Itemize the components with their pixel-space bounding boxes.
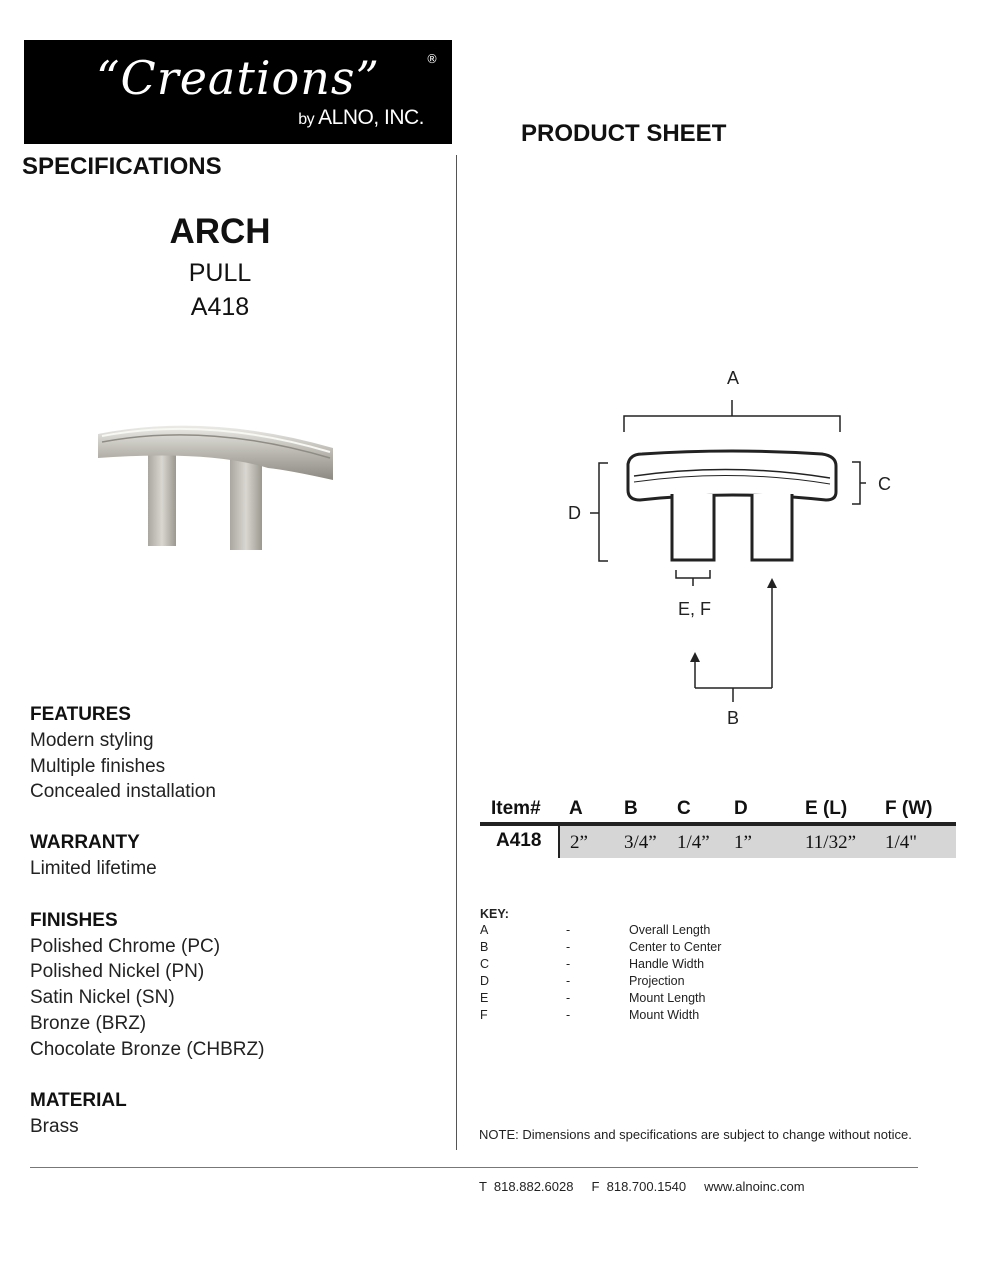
key-desc: Handle Width [629, 957, 705, 971]
material-title: MATERIAL [30, 1090, 127, 1111]
phone-number: T 818.882.6028 [479, 1179, 574, 1194]
product-sheet-heading: PRODUCT SHEET [521, 120, 727, 147]
header-f: F (W) [885, 798, 933, 819]
key-desc: Overall Length [629, 923, 711, 937]
dimensions-header-row [480, 794, 956, 826]
key-letter: C [480, 957, 490, 971]
label-a: A [727, 368, 740, 388]
leg-right [752, 494, 792, 560]
key-dash: - [566, 940, 571, 954]
label-c: C [878, 474, 891, 494]
features-title: FEATURES [30, 704, 131, 725]
logo-company-name: ALNO, INC. [318, 106, 424, 129]
vertical-divider [456, 155, 457, 1150]
arrow-up-left [690, 652, 700, 662]
contact-info [479, 1179, 823, 1194]
product-code: A418 [190, 293, 250, 321]
cell-c: 1/4” [677, 832, 710, 853]
warranty-title: WARRANTY [30, 832, 140, 853]
dimension-diagram [560, 362, 900, 732]
brand-logo [24, 40, 452, 144]
arrow-up-right [767, 578, 777, 588]
label-b: B [727, 708, 740, 728]
header-b: B [624, 798, 638, 819]
key-desc: Mount Width [629, 1008, 700, 1022]
finish-item: Chocolate Bronze (CHBRZ) [30, 1039, 265, 1060]
feature-item: Concealed installation [30, 781, 216, 802]
cell-f: 1/4" [885, 832, 918, 853]
key-letter: A [480, 923, 489, 937]
key-desc: Mount Length [629, 991, 706, 1005]
leg-left [672, 494, 714, 560]
dim-d-bracket [590, 463, 608, 561]
key-dash: - [566, 957, 571, 971]
logo-by: by [298, 111, 315, 128]
key-dash: - [566, 974, 571, 988]
key-dash: - [566, 1008, 571, 1022]
key-title: KEY: [480, 907, 509, 921]
key-desc: Center to Center [629, 940, 722, 954]
specifications-heading: SPECIFICATIONS [22, 153, 222, 180]
cell-item [480, 826, 560, 858]
footer-divider [30, 1167, 918, 1168]
dimension-key [480, 907, 780, 1025]
header-c: C [677, 798, 691, 819]
dim-c-bracket [852, 462, 866, 504]
key-row [480, 923, 780, 940]
label-d: D [568, 503, 581, 523]
feature-item: Modern styling [30, 730, 154, 751]
dim-a-bracket [624, 400, 840, 432]
finish-item: Polished Chrome (PC) [30, 936, 221, 957]
product-type: PULL [188, 259, 252, 287]
label-ef: E, F [678, 599, 712, 619]
material-item: Brass [30, 1116, 79, 1137]
fax-number: F 818.700.1540 [591, 1179, 687, 1194]
key-dash: - [566, 991, 571, 1005]
disclaimer-note: NOTE: Dimensions and specifications are subject to change without notice. [479, 1127, 912, 1142]
logo-company [298, 106, 424, 130]
header-a: A [569, 798, 583, 819]
dimensions-table [480, 794, 956, 858]
key-dash: - [566, 923, 571, 937]
product-name: ARCH [169, 212, 271, 251]
finish-item: Satin Nickel (SN) [30, 987, 175, 1008]
finishes-title: FINISHES [30, 910, 118, 931]
key-letter: B [480, 940, 489, 954]
logo-registered-mark: ® [426, 52, 438, 66]
product-photo [88, 400, 348, 560]
website-link[interactable]: www.alnoinc.com [704, 1179, 805, 1194]
dimensions-data-row [480, 826, 956, 858]
cell-d: 1” [734, 832, 752, 853]
key-letter: F [480, 1008, 488, 1022]
key-letter: E [480, 991, 489, 1005]
key-row [480, 940, 780, 957]
item-code: A418 [496, 830, 542, 851]
header-e: E (L) [805, 798, 848, 819]
key-letter: D [480, 974, 490, 988]
finish-item: Polished Nickel (PN) [30, 961, 205, 982]
cell-b: 3/4” [624, 832, 657, 853]
key-row [480, 1008, 780, 1025]
warranty-item: Limited lifetime [30, 858, 157, 879]
cell-e: 11/32” [805, 832, 857, 853]
header-item: Item# [491, 798, 541, 819]
dim-ef-bracket [676, 570, 710, 586]
logo-wordmark: “Creations” [96, 51, 380, 105]
feature-item: Multiple finishes [30, 756, 166, 777]
finish-item: Bronze (BRZ) [30, 1013, 147, 1034]
key-desc: Projection [629, 974, 685, 988]
cell-a: 2” [570, 832, 588, 853]
key-row [480, 974, 780, 991]
header-d: D [734, 798, 748, 819]
key-row [480, 991, 780, 1008]
key-row [480, 957, 780, 974]
